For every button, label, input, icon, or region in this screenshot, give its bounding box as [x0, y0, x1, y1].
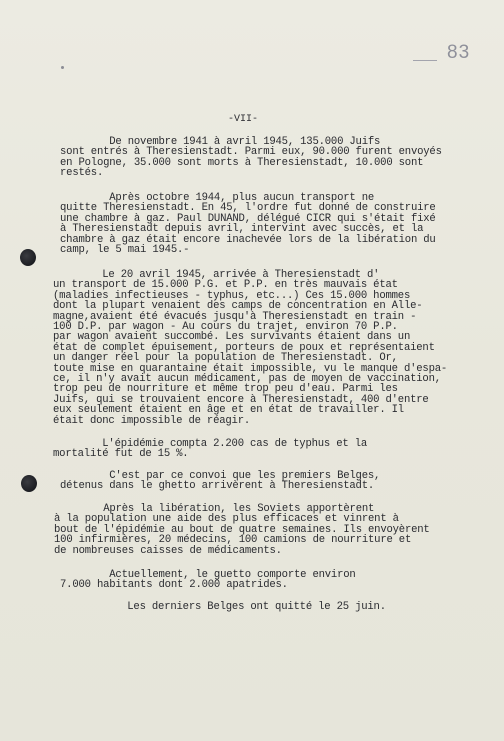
paragraph-8	[78, 602, 504, 612]
text-line: de nombreuses caisses de médicaments.	[54, 544, 282, 557]
paragraph-6	[54, 504, 494, 556]
paragraph-5	[60, 471, 500, 492]
text-line: Les derniers Belges ont quitté le 25 juin.	[78, 601, 386, 613]
text-line: dont la plupart venaient des camps de concentration en Alle-	[53, 300, 423, 313]
text-line: Après octobre 1944, plus aucun transport ne	[60, 192, 375, 204]
text-line: ce, il n'y avait aucun médicament, pas de moyen de vaccination,	[53, 373, 441, 386]
text-line: Juifs, qui se trouvaient encore à Theresienstadt, 400 d'entre	[53, 393, 429, 406]
text-line: par wagon avaient succombé. Les survivants étaient dans un	[53, 331, 411, 344]
text-line: 100 infirmières, 20 médecins, 100 camions de nourriture et	[54, 534, 412, 547]
text-line: De novembre 1941 à avril 1945, 135.000 Juifs	[60, 136, 381, 148]
punch-hole-top	[20, 249, 36, 266]
text-line: à Theresienstadt depuis avril, intervint avec succès, et la	[60, 223, 424, 236]
text-line: bout de l'épidémie au bout de quatre semaines. Ils envoyèrent	[54, 523, 430, 536]
text-line: Le 20 avril 1945, arrivée à Theresienstadt d'	[53, 269, 380, 281]
paragraph-7	[60, 570, 500, 591]
text-line: mortalité fut de 15 %.	[53, 448, 189, 461]
text-line: quitte Theresienstadt. En 45, l'ordre fut donné de construire	[60, 202, 436, 215]
text-line: une chambre à gaz. Paul DUNAND, délégué CICR qui s'était fixé	[60, 212, 436, 225]
punch-hole-bottom	[21, 475, 37, 492]
text-line: un danger réel pour la population de Theresienstadt. Or,	[53, 352, 398, 365]
text-line: en Pologne, 35.000 sont morts à Theresienstadt, 10.000 sont	[60, 156, 424, 169]
text-line: camp, le 5 mai 1945.-	[60, 244, 190, 257]
text-line: 7.000 habitants dont 2.000 apatrides.	[60, 579, 288, 592]
text-line: 100 D.P. par wagon - Au cours du trajet, environ 70 P.P.	[53, 321, 398, 334]
text-line: restés.	[60, 167, 104, 180]
text-line: un transport de 15.000 P.G. et P.P. en très mauvais état	[53, 279, 398, 292]
text-line: toute mise en quarantaine était impossible, vu le manque d'espa-	[53, 362, 448, 375]
paragraph-2	[60, 193, 500, 255]
text-line: eux seulement étaient en âge et en état de travailler. Il	[53, 404, 404, 417]
text-line: trop peu de nourriture et même trop peu d'eau. Parmi les	[53, 383, 398, 396]
text-line: (maladies infectieuses - typhus, etc...) Ces 15.000 hommes	[53, 289, 411, 302]
ink-smudge	[61, 66, 64, 69]
text-line: magne,avaient été évacués jusqu'à Theresienstadt en train -	[53, 310, 417, 323]
text-line: état de complet épuisement, porteurs de poux et représentaient	[53, 341, 435, 354]
text-line: était donc impossible de réagir.	[53, 414, 251, 427]
text-line: à la population une aide des plus efficaces et vinrent à	[54, 513, 399, 526]
section-title: -VII-	[228, 114, 259, 125]
paragraph-4	[53, 439, 493, 460]
text-line: Actuellement, le guetto comporte environ	[60, 569, 356, 581]
text-line: L'épidémie compta 2.200 cas de typhus et la	[53, 438, 368, 450]
text-line: Après la libération, les Soviets apportèrent	[54, 503, 375, 515]
text-line: C'est par ce convoi que les premiers Belges,	[60, 470, 381, 482]
paragraph-1	[60, 137, 500, 179]
page-number: 83	[447, 42, 471, 63]
text-line: sont entrés à Theresienstadt. Parmi eux, 90.000 furent envoyés	[60, 146, 442, 159]
text-line: chambre à gaz était encore inachevée lors de la libération du	[60, 233, 436, 246]
text-line: détenus dans le ghetto arrivèrent à Theresienstadt.	[60, 480, 375, 493]
paragraph-3	[53, 270, 493, 426]
pencil-dash-mark	[413, 60, 437, 61]
